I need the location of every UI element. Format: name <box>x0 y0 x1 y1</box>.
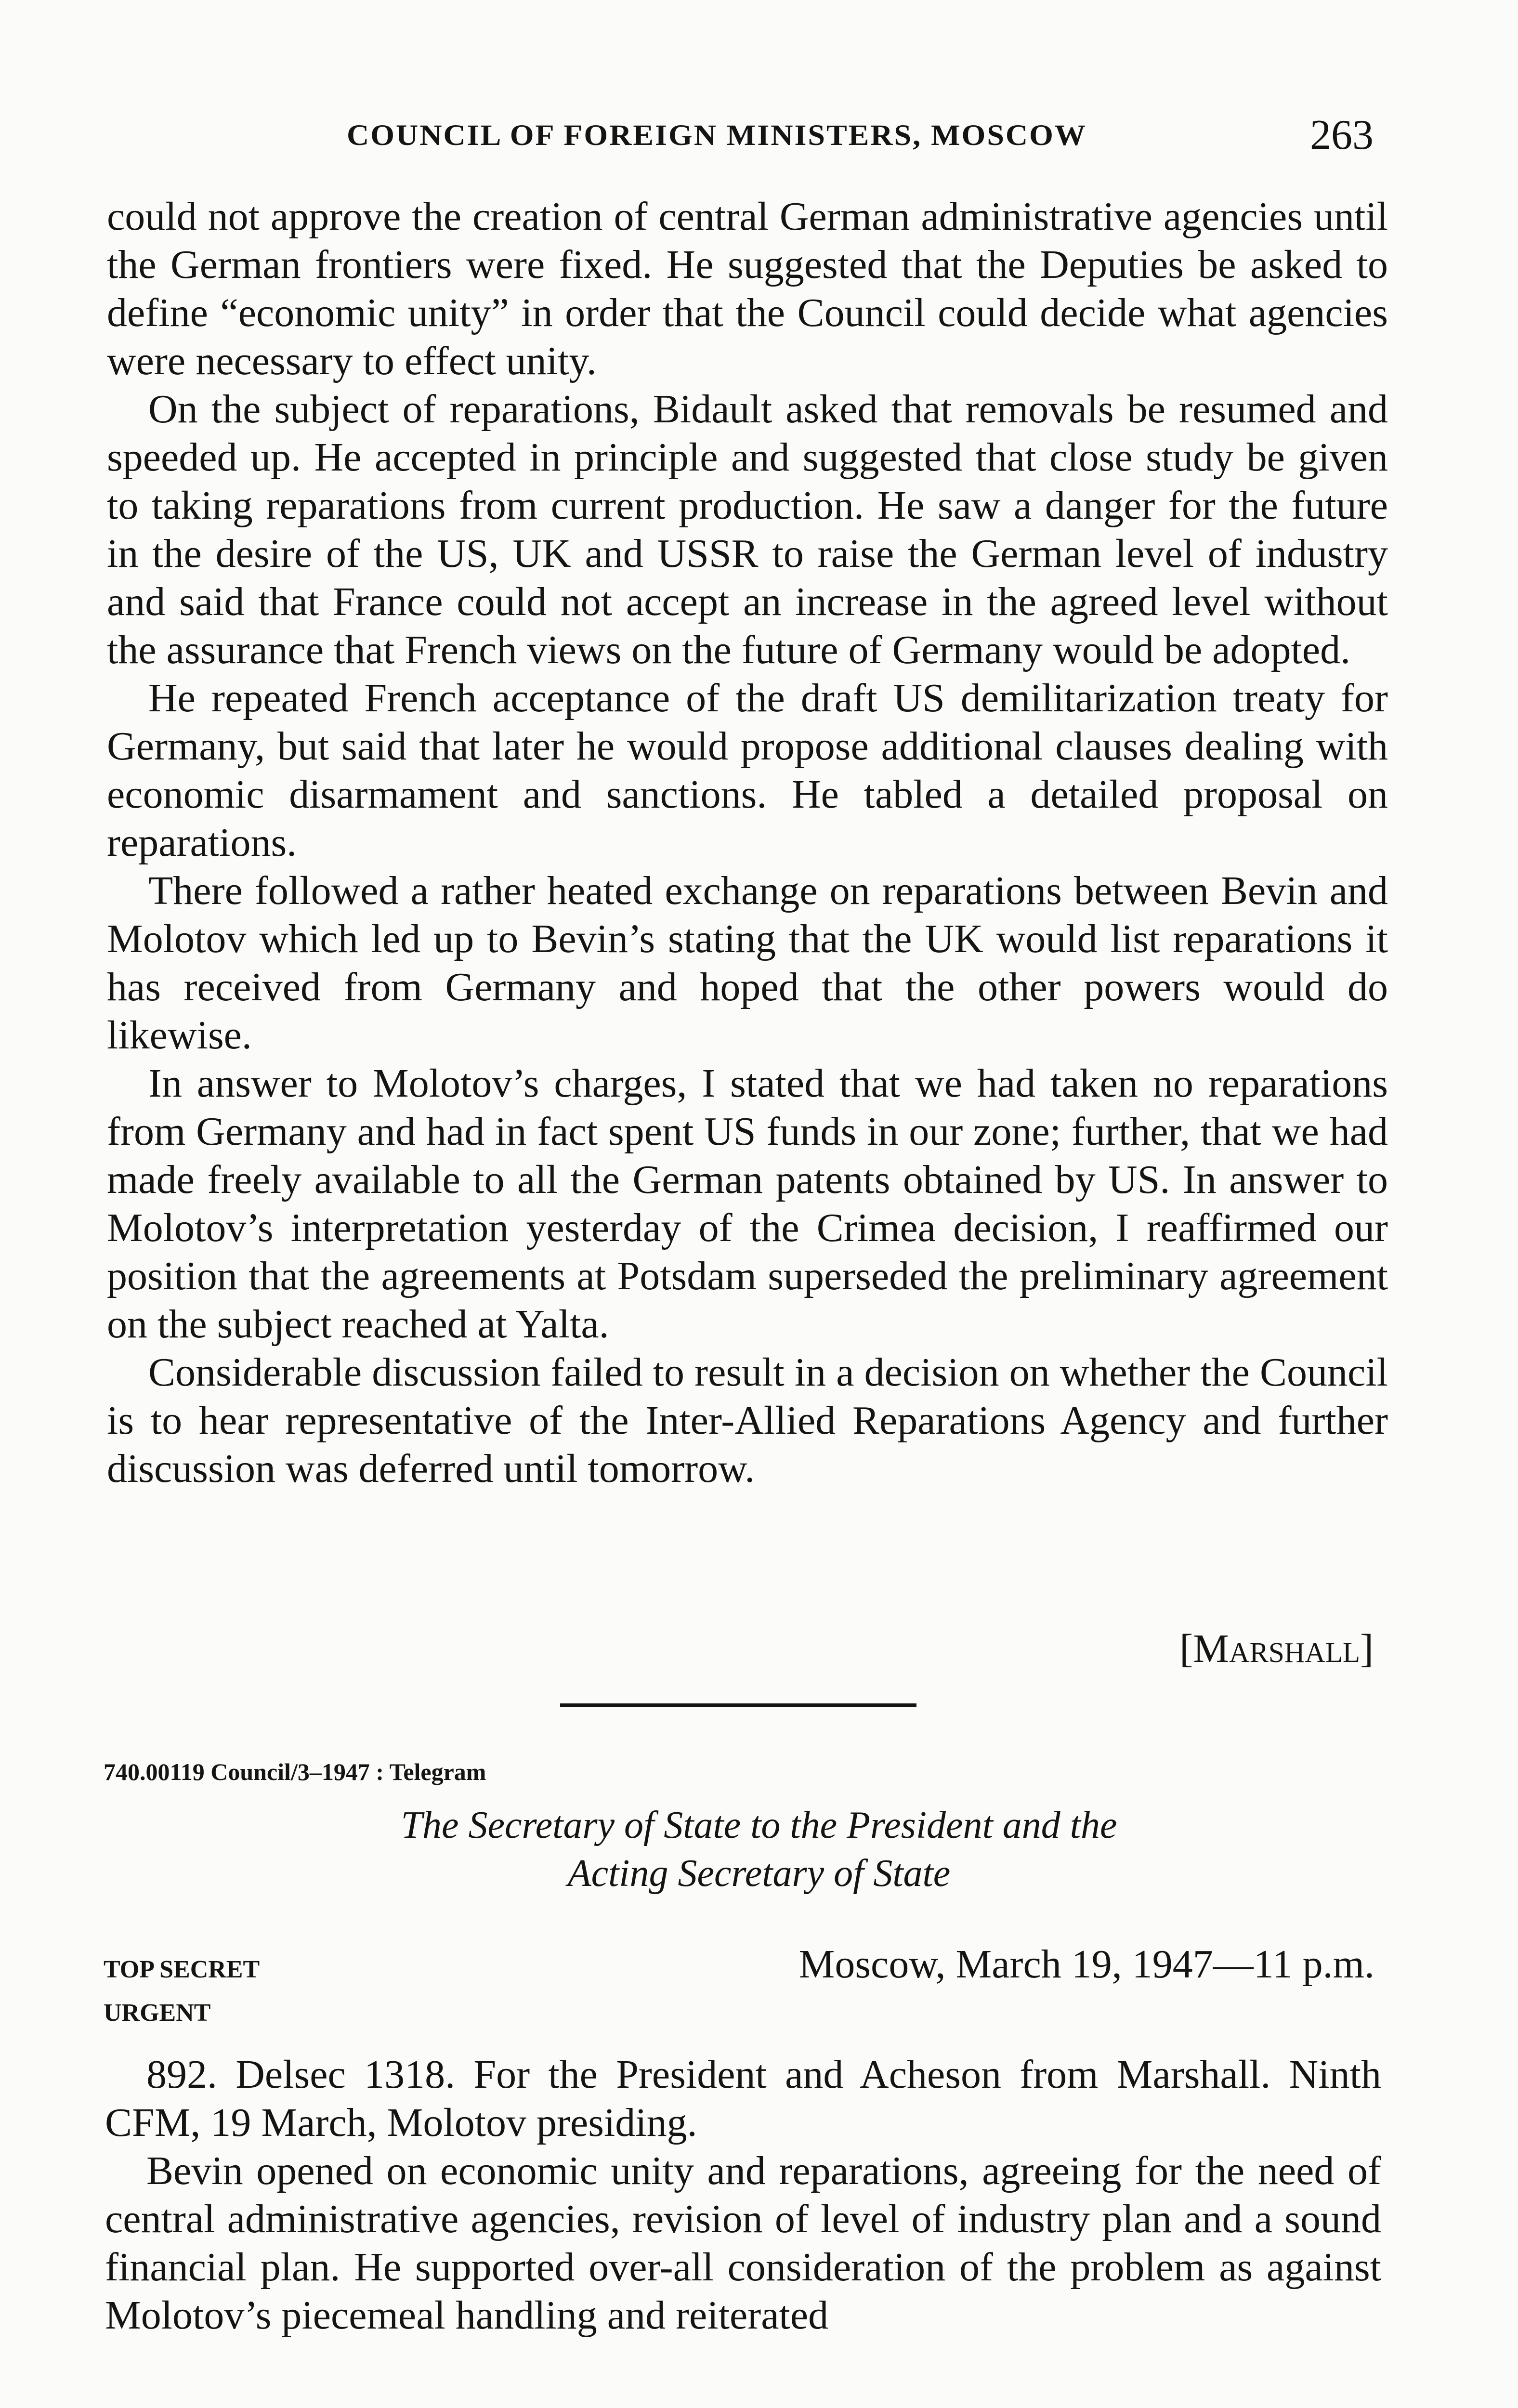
page-header <box>0 111 1518 159</box>
telegram-text <box>105 2051 1381 2340</box>
telegram-paragraph-2: Bevin opened on economic unity and reparations, agreeing for the need of central administrative agencies, revision of level of industry plan and a sound financial plan. He supported over-all consideration of the problem as against Molotov’s piecemeal handling and reiterated <box>105 2148 1381 2338</box>
document-title-line-2: Acting Secretary of State <box>567 1852 951 1895</box>
signature: [Marshall] <box>1179 1626 1374 1671</box>
paragraph-3: He repeated French acceptance of the draft US demilitarization treaty for Germany, but said that later he would propose additional clauses dealing with economic disarmament and sanctions. He tabled a detailed proposal on reparations. <box>107 676 1388 865</box>
classification-top-secret: TOP SECRET <box>104 1956 260 1983</box>
paragraph-1: could not approve the creation of central German administrative agencies until the German frontiers were fixed. He suggested that the Deputies be asked to define “economic unity” in order that the Council could decide what agencies were necessary to effect unity. <box>107 194 1388 383</box>
telegram-paragraph-1: 892. Delsec 1318. For the President and Acheson from Marshall. Ninth CFM, 19 March, Molotov presiding. <box>105 2052 1381 2145</box>
paragraph-5: In answer to Molotov’s charges, I stated that we had taken no reparations from Germany and had in fact spent US funds in our zone; further, that we had made freely available to all the German patents obtained by US. In answer to Molotov’s interpretation yesterday of the Crimea decision, I reaffirmed our position that the agreements at Potsdam superseded the preliminary agreement on the subject reached at Yalta. <box>107 1061 1388 1347</box>
paragraph-2: On the subject of reparations, Bidault asked that removals be resumed and speeded up. He accepted in principle and suggested that close study be given to taking reparations from current production. He saw a danger for the future in the desire of the US, UK and USSR to raise the German level of industry and said that France could not accept an increase in the agreed level without the assurance that French views on the future of Germany would be adopted. <box>107 387 1388 672</box>
continued-text <box>107 193 1388 1493</box>
section-divider <box>560 1703 916 1707</box>
file-reference: 740.00119 Council/3–1947 : Telegram <box>104 1758 486 1785</box>
dateline: Moscow, March 19, 1947—11 p.m. <box>798 1942 1374 1987</box>
page-number: 263 <box>1310 112 1374 158</box>
classification-urgent: URGENT <box>104 1999 211 2027</box>
paragraph-4: There followed a rather heated exchange on reparations between Bevin and Molotov which led up to Bevin’s stating that the UK would list reparations it has received from Germany and hoped that the other powers would do likewise. <box>107 868 1388 1058</box>
document-title-line-1: The Secretary of State to the President and the <box>401 1804 1117 1846</box>
document-title <box>0 1801 1518 1898</box>
running-head: COUNCIL OF FOREIGN MINISTERS, MOSCOW <box>347 118 1087 152</box>
paragraph-6: Considerable discussion failed to result in a decision on whether the Council is to hear representative of the Inter-Allied Reparations Agency and further discussion was deferred until tomorrow. <box>107 1350 1388 1491</box>
